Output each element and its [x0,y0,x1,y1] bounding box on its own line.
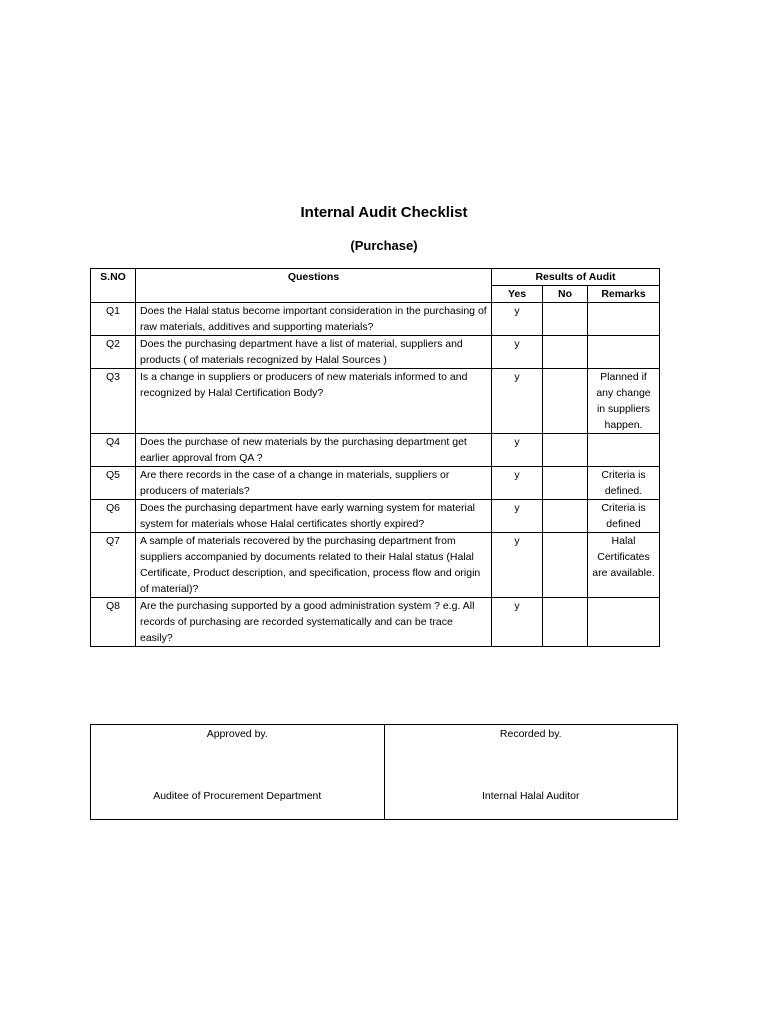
row-remarks [588,434,660,467]
row-yes: y [492,369,543,434]
row-remarks [588,598,660,647]
row-yes: y [492,533,543,598]
recorded-by-name: Internal Halal Auditor [482,790,580,802]
signoff-table [90,724,678,820]
row-question: Does the Halal status become important consideration in the purchasing of raw materials, additives and supporting materials? [136,303,492,336]
row-sno: Q1 [91,303,136,336]
row-remarks: Planned if any change in suppliers happen. [588,369,660,434]
row-remarks: Criteria is defined [588,500,660,533]
row-question: Are there records in the case of a change in materials, suppliers or producers of materials? [136,467,492,500]
row-no [543,434,588,467]
row-no [543,303,588,336]
row-remarks: Criteria is defined. [588,467,660,500]
row-no [543,336,588,369]
row-remarks [588,336,660,369]
row-no [543,598,588,647]
table-row [91,303,660,336]
row-yes: y [492,434,543,467]
header-results: Results of Audit [492,269,660,286]
table-row [91,598,660,647]
table-row [91,533,660,598]
approved-by-name: Auditee of Procurement Department [153,790,322,802]
audit-checklist-table [90,268,660,647]
table-row [91,500,660,533]
approved-cell [91,725,385,820]
row-sno: Q4 [91,434,136,467]
row-sno: Q8 [91,598,136,647]
row-yes: y [492,467,543,500]
table-row [91,434,660,467]
row-question: Does the purchase of new materials by the purchasing department get earlier approval from QA ? [136,434,492,467]
row-remarks: Halal Certificates are available. [588,533,660,598]
row-sno: Q3 [91,369,136,434]
row-sno: Q2 [91,336,136,369]
signoff-row [91,725,678,820]
row-question: A sample of materials recovered by the purchasing department from suppliers accompanied by documents related to their Halal status (Halal Certificate, Product description, and specification, process flow and origin of material)? [136,533,492,598]
row-question: Does the purchasing department have early warning system for material system for materials whose Halal certificates shortly expired? [136,500,492,533]
row-no [543,533,588,598]
document-title: Internal Audit Checklist [300,204,468,221]
recorded-cell [384,725,678,820]
table-row [91,369,660,434]
row-question: Is a change in suppliers or producers of new materials informed to and recognized by Halal Certification Body? [136,369,492,434]
row-question: Does the purchasing department have a list of material, suppliers and products ( of materials recognized by Halal Sources ) [136,336,492,369]
row-no [543,467,588,500]
row-sno: Q7 [91,533,136,598]
row-remarks [588,303,660,336]
header-sno: S.NO [91,269,136,303]
table-row [91,467,660,500]
row-yes: y [492,336,543,369]
row-question: Are the purchasing supported by a good administration system ? e.g. All records of purchasing are recorded systematically and can be trace easily? [136,598,492,647]
row-sno: Q5 [91,467,136,500]
row-yes: y [492,598,543,647]
row-sno: Q6 [91,500,136,533]
row-no [543,500,588,533]
header-remarks: Remarks [588,286,660,303]
document-subtitle: (Purchase) [350,238,418,253]
row-yes: y [492,500,543,533]
table-header-row [91,269,660,286]
header-no: No [543,286,588,303]
approved-by-label: Approved by. [206,728,268,740]
header-yes: Yes [492,286,543,303]
recorded-by-label: Recorded by. [499,728,562,740]
row-yes: y [492,303,543,336]
table-row [91,336,660,369]
row-no [543,369,588,434]
header-questions: Questions [136,269,492,303]
